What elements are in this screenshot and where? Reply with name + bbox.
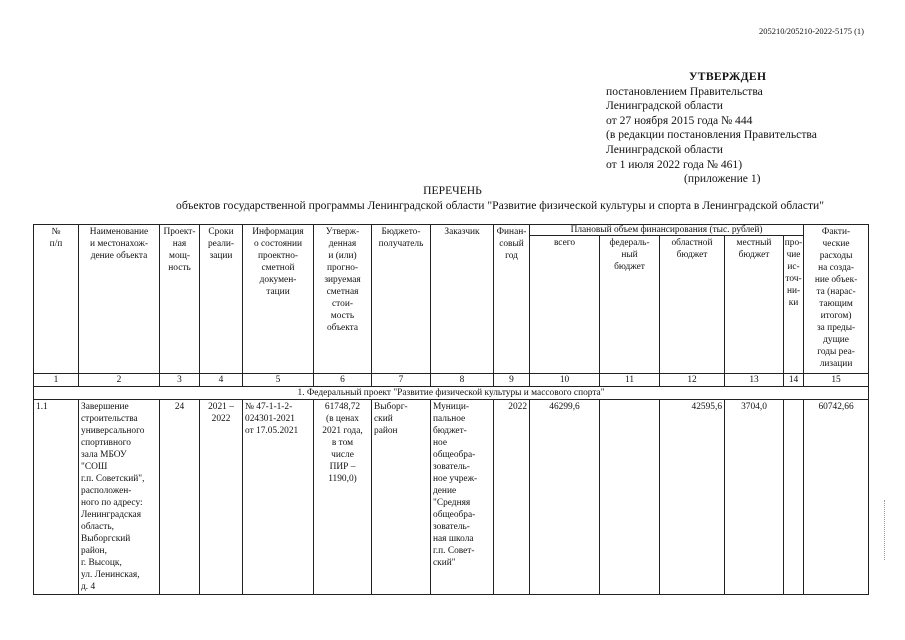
header-terms: Сроки реали- зации bbox=[200, 225, 243, 374]
col-number: 11 bbox=[600, 374, 660, 387]
approval-line: Ленинградской области bbox=[606, 142, 723, 156]
col-number: 10 bbox=[530, 374, 600, 387]
col-number: 4 bbox=[200, 374, 243, 387]
row-cost: 61748,72 (в ценах 2021 года, в том числе ПИР – 1190,0) bbox=[314, 400, 372, 595]
heading-subtitle: объектов государственной программы Ленинградской области "Развитие физической культуры и спорта в Ленинградской области" bbox=[176, 199, 824, 212]
row-local: 3704,0 bbox=[725, 400, 784, 595]
col-number: 5 bbox=[243, 374, 314, 387]
col-number: 6 bbox=[314, 374, 372, 387]
header-capacity: Проект- ная мощ- ность bbox=[160, 225, 200, 374]
header-name: Наименование и местонахож- дение объекта bbox=[79, 225, 160, 374]
objects-table bbox=[33, 224, 869, 595]
scan-edge-mark bbox=[884, 500, 887, 560]
header-local: местный бюджет bbox=[725, 236, 784, 374]
col-number: 15 bbox=[804, 374, 869, 387]
header-row-top bbox=[34, 225, 869, 236]
header-plan-group: Плановый объем финансирования (тыс. рублей) bbox=[530, 225, 804, 236]
row-total: 46299,6 bbox=[530, 400, 600, 595]
header-num: № п/п bbox=[34, 225, 79, 374]
col-number: 8 bbox=[431, 374, 494, 387]
approval-line: от 1 июля 2022 года № 461) bbox=[606, 157, 743, 171]
section-row bbox=[34, 387, 869, 400]
col-number: 14 bbox=[784, 374, 804, 387]
row-num: 1.1 bbox=[34, 400, 79, 595]
row-terms: 2021 – 2022 bbox=[200, 400, 243, 595]
row-actual: 60742,66 bbox=[804, 400, 869, 595]
row-customer: Муници- пальное бюджет- ное общеобра- зователь- ное учреж- дение "Средняя общеобра- зователь- ная школа г.п. Совет- ский" bbox=[431, 400, 494, 595]
col-number: 2 bbox=[79, 374, 160, 387]
col-number: 12 bbox=[660, 374, 725, 387]
col-number: 9 bbox=[494, 374, 530, 387]
approval-line: постановлением Правительства bbox=[606, 84, 763, 98]
table-row bbox=[34, 400, 869, 595]
row-info: № 47-1-1-2- 024301-2021 от 17.05.2021 bbox=[243, 400, 314, 595]
header-fin-year: Финан- совый год bbox=[494, 225, 530, 374]
row-regional: 42595,6 bbox=[660, 400, 725, 595]
row-capacity: 24 bbox=[160, 400, 200, 595]
col-number: 13 bbox=[725, 374, 784, 387]
header-total: всего bbox=[530, 236, 600, 374]
row-name: Завершение строительства универсального спортивного зала МБОУ "СОШ г.п. Советский", расположен- ного по адресу: Ленинградская область, Выборгский район, г. Высоцк, ул. Ленинская, д. 4 bbox=[79, 400, 160, 595]
col-number: 7 bbox=[372, 374, 431, 387]
row-recipient: Выборг- ский район bbox=[372, 400, 431, 595]
section-title: 1. Федеральный проект "Развитие физической культуры и массового спорта" bbox=[34, 387, 869, 400]
row-federal bbox=[600, 400, 660, 595]
row-fin-year: 2022 bbox=[494, 400, 530, 595]
header-actual: Факти- ческие расходы на созда- ние объек- та (нарас- тающим итогом) за преды- дущие годы реа- лизации bbox=[804, 225, 869, 374]
header-federal: федераль- ный бюджет bbox=[600, 236, 660, 374]
header-regional: областной бюджет bbox=[660, 236, 725, 374]
column-numbers-row bbox=[34, 374, 869, 387]
approval-line: (в редакции постановления Правительства bbox=[606, 128, 817, 142]
header-cost: Утверж- денная и (или) прогно- зируемая сметная стои- мость объекта bbox=[314, 225, 372, 374]
heading-title: ПЕРЕЧЕНЬ bbox=[423, 184, 482, 197]
header-recipient: Бюджето- получатель bbox=[372, 225, 431, 374]
col-number: 3 bbox=[160, 374, 200, 387]
document-heading bbox=[0, 183, 905, 213]
header-customer: Заказчик bbox=[431, 225, 494, 374]
appendix-note: (приложение 1) bbox=[684, 172, 761, 186]
approval-line: от 27 ноября 2015 года № 444 bbox=[606, 113, 753, 127]
document-id: 205210/205210-2022-5175 (1) bbox=[758, 26, 864, 36]
row-other bbox=[784, 400, 804, 595]
approval-block bbox=[606, 70, 817, 187]
header-info: Информация о состоянии проектно- сметной докумен- тации bbox=[243, 225, 314, 374]
col-number: 1 bbox=[34, 374, 79, 387]
header-other: про- чие ис- точ- ни- ки bbox=[784, 236, 804, 374]
approval-line: Ленинградской области bbox=[606, 99, 723, 113]
approval-title: УТВЕРЖДЕН bbox=[689, 70, 767, 83]
